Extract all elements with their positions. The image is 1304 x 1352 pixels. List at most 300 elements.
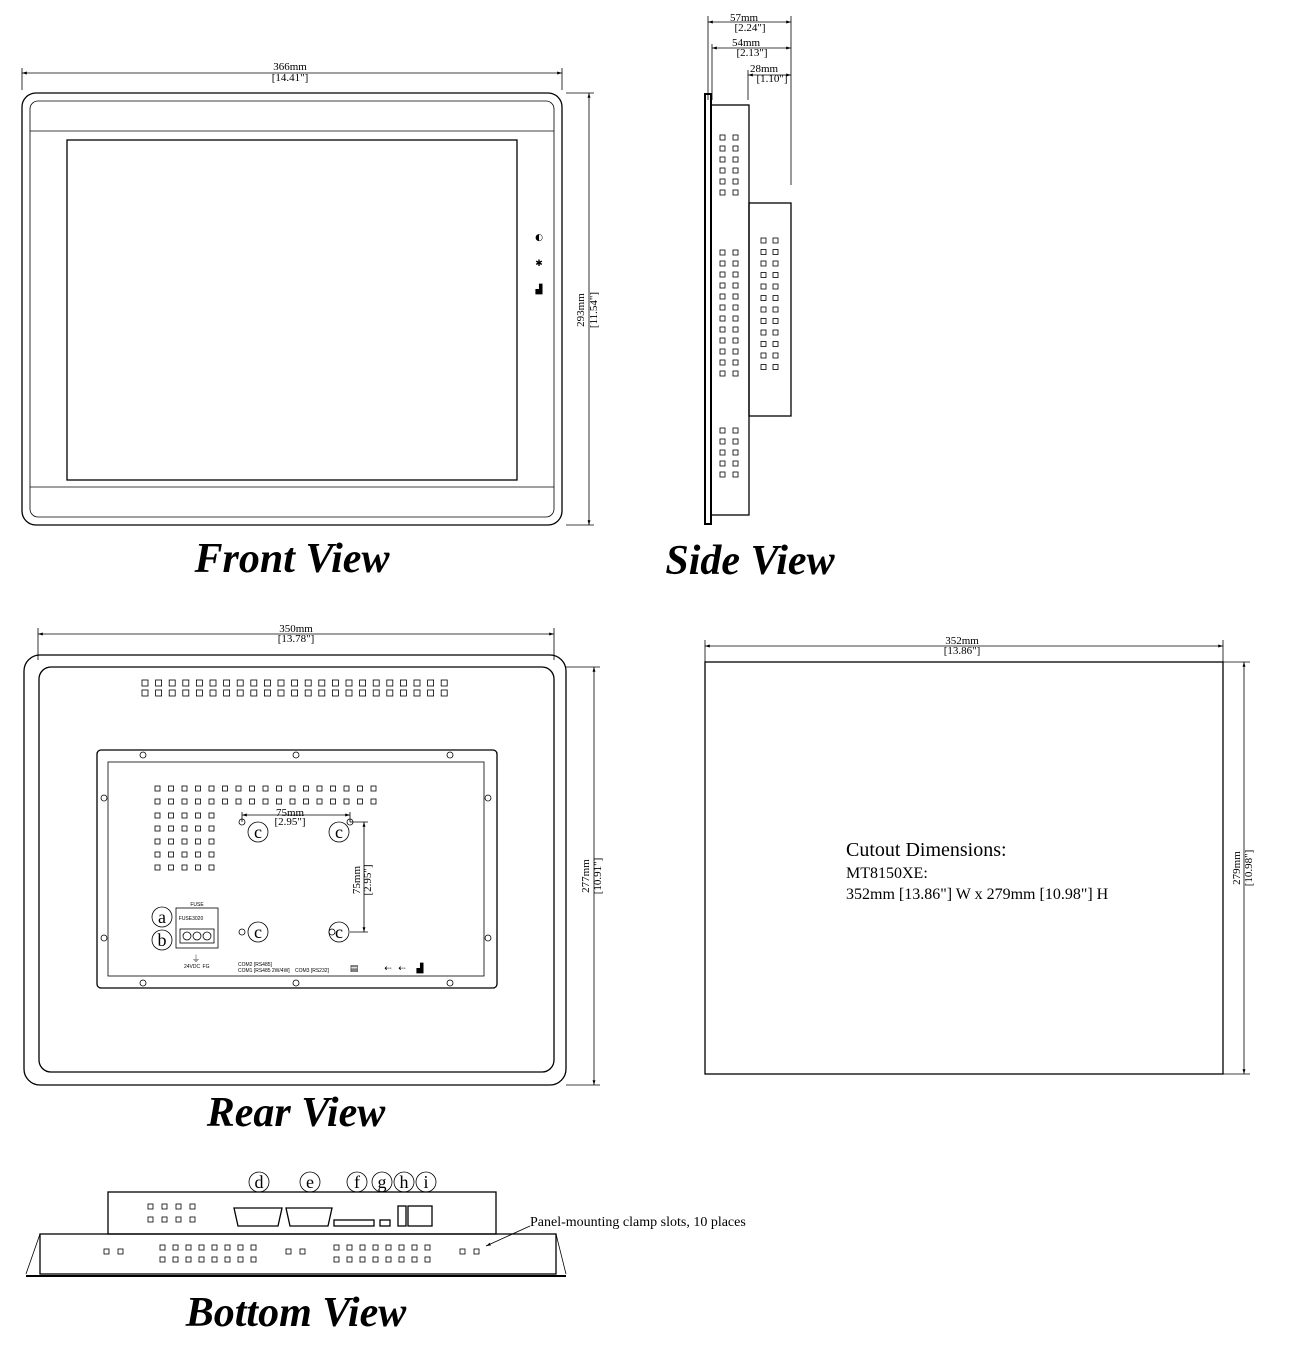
screw (101, 795, 107, 801)
vent-slot (196, 813, 201, 818)
vent-slot (224, 680, 230, 686)
vent-slot (225, 1257, 230, 1262)
vent-slot (169, 852, 174, 857)
vent-slot (212, 1245, 217, 1250)
callout-g: g (377, 1172, 387, 1192)
vent-slot (196, 799, 201, 804)
vent-slot (237, 690, 243, 696)
screw (447, 980, 453, 986)
vent-slot (761, 238, 766, 243)
vent-slot (162, 1217, 167, 1222)
clamp-slot-note: Panel-mounting clamp slots, 10 places (530, 1215, 746, 1230)
vent-slot (196, 865, 201, 870)
bottom-view (26, 1172, 746, 1336)
vent-slot (720, 135, 725, 140)
vent-slot (414, 690, 420, 696)
vent-slot (263, 786, 268, 791)
vent-slot (720, 250, 725, 255)
screw (293, 980, 299, 986)
usb-icon: ⇠ (384, 964, 392, 974)
vent-slot (199, 1257, 204, 1262)
cutout-model: MT8150XE: (846, 865, 928, 882)
vent-slot (720, 327, 725, 332)
vent-slot (346, 690, 352, 696)
vent-slot (317, 786, 322, 791)
vent-slot (371, 786, 376, 791)
vent-slot (773, 319, 778, 324)
vent-slot (720, 261, 725, 266)
vent-slot (290, 786, 295, 791)
front-bezel (22, 93, 562, 525)
front-view (22, 61, 600, 582)
rear-width-mm: 350mm (279, 623, 313, 635)
vent-slot (319, 680, 325, 686)
sd-slot-f (334, 1172, 374, 1226)
vent-slot (169, 690, 175, 696)
screw (101, 935, 107, 941)
vent-slot (773, 273, 778, 278)
vent-slot (773, 296, 778, 301)
vent-slot (160, 1245, 165, 1250)
side-back-in: [1.10"] (756, 73, 788, 85)
vent-slot (186, 1245, 191, 1250)
front-height-mm: 293mm (575, 293, 587, 327)
bottom-vent-slots (104, 1204, 479, 1262)
vent-slot (720, 168, 725, 173)
rear-height-mm: 277mm (580, 859, 592, 893)
usb-icon: ⇠ (398, 964, 406, 974)
vent-slot (720, 157, 725, 162)
vent-slot (733, 472, 738, 477)
side-view-title: Side View (665, 538, 835, 584)
callout-c-1: c (254, 822, 262, 842)
com3-label: COM3 [RS232] (295, 968, 329, 974)
vent-slot (773, 365, 778, 370)
vent-slot (358, 799, 363, 804)
vent-slot (304, 786, 309, 791)
cpu-led-icon: ✱ (535, 259, 543, 269)
vent-slot (720, 294, 725, 299)
side-mid-in: [2.13"] (736, 47, 768, 59)
vent-slot (720, 316, 725, 321)
com-port-d (234, 1172, 282, 1226)
com2-label: COM2 [RS485] (238, 962, 272, 968)
clamp-slot (300, 1249, 305, 1254)
vent-slot (761, 319, 766, 324)
vent-slot (332, 680, 338, 686)
vent-slot (733, 305, 738, 310)
vent-slot (761, 284, 766, 289)
vent-slot (238, 1257, 243, 1262)
vent-slot (156, 690, 162, 696)
vent-slot (733, 179, 738, 184)
vent-slot (412, 1245, 417, 1250)
vent-slot (733, 371, 738, 376)
vent-slot (733, 360, 738, 365)
vent-slot (373, 690, 379, 696)
usb-port-g (372, 1172, 392, 1226)
vent-slot (182, 786, 187, 791)
screw (485, 795, 491, 801)
vent-slot (162, 1204, 167, 1209)
vent-slot (223, 799, 228, 804)
vent-slot (400, 690, 406, 696)
cutout-size: 352mm [13.86"] W x 279mm [10.98"] H (846, 886, 1109, 903)
callout-f: f (354, 1172, 360, 1192)
vent-slot (156, 680, 162, 686)
cutout-height-in: [10.98"] (1243, 849, 1255, 887)
vent-slot (155, 786, 160, 791)
vent-slot (209, 826, 214, 831)
vent-slot (773, 342, 778, 347)
vent-slot (773, 284, 778, 289)
vent-slot (733, 450, 738, 455)
bottom-housing (108, 1192, 496, 1234)
vesa-mount-holes (239, 819, 353, 942)
vent-slot (733, 461, 738, 466)
vent-slot (196, 826, 201, 831)
callout-h: h (399, 1172, 409, 1192)
vent-slot (425, 1257, 430, 1262)
callout-c-4: c (335, 922, 343, 942)
clamp-slot (118, 1249, 123, 1254)
vent-slot (142, 680, 148, 686)
vent-slot (387, 690, 393, 696)
vent-slot (428, 680, 434, 686)
vent-slot (733, 439, 738, 444)
vent-slot (278, 680, 284, 686)
vent-slot (169, 813, 174, 818)
vent-slot (176, 1204, 181, 1209)
vent-slot (441, 690, 447, 696)
vent-slot (210, 680, 216, 686)
side-total-mm: 57mm (729, 12, 759, 24)
callout-c-2: c (335, 822, 343, 842)
vent-slot (720, 450, 725, 455)
vent-slot (347, 1257, 352, 1262)
vent-slot (761, 342, 766, 347)
vent-slot (344, 799, 349, 804)
vent-slot (155, 826, 160, 831)
vent-slot (773, 307, 778, 312)
vent-slot (387, 680, 393, 686)
vent-slot (183, 690, 189, 696)
vent-slot (733, 250, 738, 255)
fg-label: FG (202, 964, 210, 970)
vent-slot (199, 1245, 204, 1250)
sd-card-icon: ▤ (349, 964, 359, 974)
vent-slot (251, 680, 257, 686)
vent-slot (169, 826, 174, 831)
ethernet-icon: ▟ (416, 964, 424, 974)
fuse-header: FUSE (190, 902, 204, 908)
vent-slot (773, 261, 778, 266)
cutout-width-mm: 352mm (945, 635, 979, 647)
vent-slot (773, 330, 778, 335)
vent-slot (212, 1257, 217, 1262)
vent-slot (264, 690, 270, 696)
vent-slot (441, 680, 447, 686)
vent-slot (173, 1245, 178, 1250)
cutout-view (705, 635, 1255, 1074)
vent-slot (210, 690, 216, 696)
vent-slot (334, 1245, 339, 1250)
side-view (665, 12, 835, 584)
clamp-slot (104, 1249, 109, 1254)
com-port-e (286, 1172, 332, 1226)
vent-slot (360, 690, 366, 696)
vent-slot (346, 680, 352, 686)
vent-slot (733, 316, 738, 321)
rear-view-title: Rear View (206, 1090, 386, 1136)
vent-slot (720, 305, 725, 310)
vent-slot (720, 461, 725, 466)
vent-slot (733, 135, 738, 140)
fuse-value: FUSE3020 (178, 916, 204, 922)
vent-slot (169, 865, 174, 870)
vent-slot (278, 690, 284, 696)
vent-slot (173, 1257, 178, 1262)
rear-bezel (24, 655, 566, 1085)
vent-slot (347, 1245, 352, 1250)
vent-slot (412, 1257, 417, 1262)
callout-c-3: c (254, 922, 262, 942)
vent-slot (733, 146, 738, 151)
vent-slot (720, 439, 725, 444)
callout-i: i (423, 1172, 429, 1192)
vent-slot (155, 813, 160, 818)
vent-slot (250, 786, 255, 791)
vent-slot (142, 690, 148, 696)
vent-slot (400, 680, 406, 686)
vent-slot (251, 1257, 256, 1262)
side-back-mm: 28mm (749, 63, 779, 75)
vent-slot (176, 1217, 181, 1222)
vent-slot (428, 690, 434, 696)
vent-slot (196, 680, 202, 686)
vent-slot (305, 680, 311, 686)
vent-slot (720, 338, 725, 343)
power-led-icon: ◐ (535, 233, 543, 243)
rear-width-in: [13.78"] (277, 633, 315, 645)
screw (293, 752, 299, 758)
vent-slot (761, 353, 766, 358)
cutout-width-in: [13.86"] (943, 645, 981, 657)
vent-slot (183, 680, 189, 686)
vent-slot (209, 813, 214, 818)
front-height-in: [11.54"] (588, 291, 600, 329)
vent-slot (209, 865, 214, 870)
vent-slot (761, 307, 766, 312)
vent-slot (720, 146, 725, 151)
vent-slot (720, 272, 725, 277)
vent-slot (155, 852, 160, 857)
callout-b: b (157, 930, 167, 950)
vent-slot (733, 272, 738, 277)
rear-screws (101, 752, 491, 986)
vent-slot (251, 1245, 256, 1250)
vent-slot (733, 261, 738, 266)
vent-slot (196, 852, 201, 857)
vent-slot (720, 428, 725, 433)
rear-top-vent-slots (142, 680, 447, 696)
vent-slot (236, 799, 241, 804)
vent-slot (761, 261, 766, 266)
vent-slot (761, 273, 766, 278)
front-width-in: [14.41"] (271, 72, 309, 84)
vent-slot (720, 371, 725, 376)
vent-slot (251, 690, 257, 696)
vent-slot (209, 852, 214, 857)
cutout-rectangle (705, 662, 1223, 1074)
vent-slot (332, 690, 338, 696)
vent-slot (190, 1204, 195, 1209)
vent-slot (399, 1245, 404, 1250)
vent-slot (720, 360, 725, 365)
vent-slot (209, 839, 214, 844)
vent-slot (209, 799, 214, 804)
vent-slot (414, 680, 420, 686)
screw (140, 752, 146, 758)
power-terminal (152, 902, 218, 970)
vent-slot (224, 690, 230, 696)
vent-slot (773, 353, 778, 358)
vent-slot (237, 680, 243, 686)
vent-slot (263, 799, 268, 804)
ethernet-port-i (408, 1172, 436, 1226)
vent-slot (720, 472, 725, 477)
vent-slot (238, 1245, 243, 1250)
vent-slot (773, 250, 778, 255)
vent-slot (169, 680, 175, 686)
network-led-icon: ▟ (535, 285, 543, 295)
vent-slot (186, 1257, 191, 1262)
vent-slot (182, 865, 187, 870)
cutout-height-mm: 279mm (1231, 851, 1243, 885)
vent-slot (182, 813, 187, 818)
vent-slot (169, 799, 174, 804)
vent-slot (305, 690, 311, 696)
ground-icon: ⏚ (191, 955, 201, 965)
vent-slot (733, 338, 738, 343)
vent-slot (160, 1257, 165, 1262)
vent-slot (319, 690, 325, 696)
vent-slot (373, 1245, 378, 1250)
bottom-view-title: Bottom View (185, 1290, 407, 1336)
vent-slot (720, 349, 725, 354)
vent-slot (236, 786, 241, 791)
vent-slot (182, 826, 187, 831)
vent-slot (733, 294, 738, 299)
vent-slot (733, 157, 738, 162)
vent-slot (720, 283, 725, 288)
vent-slot (720, 179, 725, 184)
clamp-slot (460, 1249, 465, 1254)
vent-slot (733, 349, 738, 354)
vent-slot (182, 799, 187, 804)
vent-slot (733, 190, 738, 195)
vent-slot (317, 799, 322, 804)
vent-slot (264, 680, 270, 686)
vent-slot (304, 799, 309, 804)
vent-slot (148, 1217, 153, 1222)
vent-slot (720, 190, 725, 195)
side-mid-mm: 54mm (731, 37, 761, 49)
vent-slot (360, 1257, 365, 1262)
vent-slot (386, 1257, 391, 1262)
vent-slot (386, 1245, 391, 1250)
vent-slot (373, 680, 379, 686)
vent-slot (331, 786, 336, 791)
callout-a: a (158, 907, 166, 927)
vent-slot (344, 786, 349, 791)
screw (140, 980, 146, 986)
vent-slot (209, 786, 214, 791)
vent-slot (373, 1257, 378, 1262)
vent-slot (169, 839, 174, 844)
rear-height-in: [10.91"] (592, 857, 604, 895)
vent-slot (334, 1257, 339, 1262)
front-screen (67, 140, 517, 480)
vent-slot (773, 238, 778, 243)
vent-slot (292, 680, 298, 686)
vent-slot (196, 786, 201, 791)
vent-slot (733, 168, 738, 173)
vent-slot (182, 852, 187, 857)
callout-e: e (306, 1172, 314, 1192)
vent-slot (277, 786, 282, 791)
vesa-v-in: [2.95"] (362, 864, 374, 896)
vent-slot (761, 250, 766, 255)
com1-label: COM1 [RS485 2W/4W] (238, 968, 290, 974)
vent-slot (277, 799, 282, 804)
vesa-h-mm: 75mm (275, 807, 305, 819)
vent-slot (358, 786, 363, 791)
rear-view (24, 623, 604, 1136)
vent-slot (225, 1245, 230, 1250)
power-label: 24VDC (183, 964, 201, 970)
vent-slot (761, 296, 766, 301)
front-width-mm: 366mm (273, 61, 307, 73)
clamp-slot (286, 1249, 291, 1254)
vent-slot (360, 1245, 365, 1250)
vent-slot (371, 799, 376, 804)
vent-slot (761, 330, 766, 335)
vesa-h-in: [2.95"] (274, 816, 306, 828)
front-view-title: Front View (194, 536, 390, 582)
side-total-in: [2.24"] (734, 22, 766, 34)
vent-slot (190, 1217, 195, 1222)
vent-slot (155, 799, 160, 804)
vent-slot (399, 1257, 404, 1262)
clamp-slot (474, 1249, 479, 1254)
vent-slot (196, 839, 201, 844)
cutout-title: Cutout Dimensions: (846, 839, 1007, 861)
vent-slot (196, 690, 202, 696)
vent-slot (733, 428, 738, 433)
screw (447, 752, 453, 758)
vent-slot (292, 690, 298, 696)
vent-slot (733, 327, 738, 332)
vent-slot (169, 786, 174, 791)
vent-slot (155, 839, 160, 844)
vent-slot (182, 839, 187, 844)
screw (485, 935, 491, 941)
vent-slot (761, 365, 766, 370)
vent-slot (733, 283, 738, 288)
vent-slot (290, 799, 295, 804)
vent-slot (155, 865, 160, 870)
